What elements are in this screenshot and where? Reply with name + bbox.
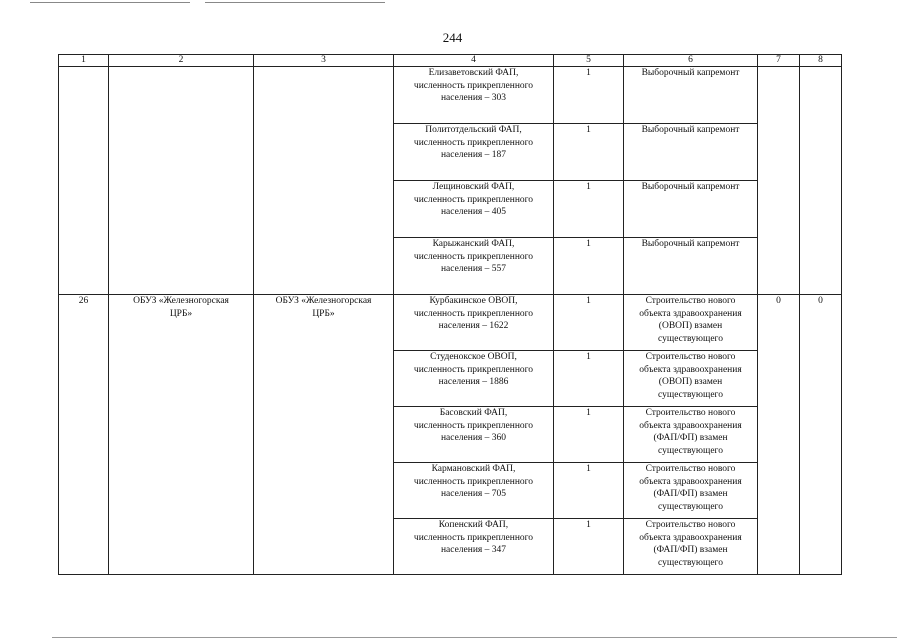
table-row xyxy=(59,67,842,124)
column-number-row xyxy=(59,55,842,67)
column-header: 3 xyxy=(254,55,394,67)
facility-cell: Студенокское ОВОП, численность прикрепленного населения – 1886 xyxy=(394,351,554,407)
facility-cell: Копенский ФАП, численность прикрепленного населения – 347 xyxy=(394,519,554,575)
work-type-cell: Строительство нового объекта здравоохранения (ФАП/ФП) взамен существующего xyxy=(624,463,758,519)
column-header: 4 xyxy=(394,55,554,67)
column-header: 1 xyxy=(59,55,109,67)
quantity-cell: 1 xyxy=(554,519,624,575)
column-header: 8 xyxy=(800,55,842,67)
column-header: 5 xyxy=(554,55,624,67)
column-header: 7 xyxy=(758,55,800,67)
entry-number-cell xyxy=(59,67,109,295)
work-type-cell: Выборочный капремонт xyxy=(624,124,758,181)
quantity-cell: 1 xyxy=(554,124,624,181)
scan-artifact-line xyxy=(52,637,897,638)
facility-cell: Кармановский ФАП, численность прикрепленного населения – 705 xyxy=(394,463,554,519)
column-header: 6 xyxy=(624,55,758,67)
work-type-cell: Строительство нового объекта здравоохранения (ФАП/ФП) взамен существующего xyxy=(624,519,758,575)
value-cell-col7: 0 xyxy=(758,295,800,575)
facility-cell: Лещиновский ФАП, численность прикрепленного населения – 405 xyxy=(394,181,554,238)
quantity-cell: 1 xyxy=(554,463,624,519)
table-row xyxy=(59,295,842,351)
work-type-cell: Выборочный капремонт xyxy=(624,181,758,238)
column-header: 2 xyxy=(109,55,254,67)
facility-cell: Басовский ФАП, численность прикрепленного населения – 360 xyxy=(394,407,554,463)
facility-cell: Курбакинское ОВОП, численность прикрепленного населения – 1622 xyxy=(394,295,554,351)
quantity-cell: 1 xyxy=(554,238,624,295)
work-type-cell: Строительство нового объекта здравоохранения (ОВОП) взамен существующего xyxy=(624,295,758,351)
facility-cell: Политотдельский ФАП, численность прикрепленного населения – 187 xyxy=(394,124,554,181)
work-type-cell: Строительство нового объекта здравоохранения (ФАП/ФП) взамен существующего xyxy=(624,407,758,463)
entry-number-cell: 26 xyxy=(59,295,109,575)
quantity-cell: 1 xyxy=(554,67,624,124)
scan-artifact-line xyxy=(30,2,190,3)
work-type-cell: Выборочный капремонт xyxy=(624,67,758,124)
quantity-cell: 1 xyxy=(554,351,624,407)
organization-cell: ОБУЗ «Железногорская ЦРБ» xyxy=(109,295,254,575)
quantity-cell: 1 xyxy=(554,407,624,463)
facility-cell: Елизаветовский ФАП, численность прикрепленного населения – 303 xyxy=(394,67,554,124)
quantity-cell: 1 xyxy=(554,295,624,351)
organization-cell: ОБУЗ «Железногорская ЦРБ» xyxy=(254,295,394,575)
work-type-cell: Строительство нового объекта здравоохранения (ОВОП) взамен существующего xyxy=(624,351,758,407)
document-table xyxy=(58,54,842,575)
organization-cell xyxy=(109,67,254,295)
value-cell-col8: 0 xyxy=(800,295,842,575)
value-cell-col8 xyxy=(800,67,842,295)
quantity-cell: 1 xyxy=(554,181,624,238)
organization-cell xyxy=(254,67,394,295)
page-number: 244 xyxy=(442,30,463,45)
scan-artifact-line xyxy=(205,2,385,3)
value-cell-col7 xyxy=(758,67,800,295)
facility-cell: Карыжанский ФАП, численность прикрепленного населения – 557 xyxy=(394,238,554,295)
work-type-cell: Выборочный капремонт xyxy=(624,238,758,295)
